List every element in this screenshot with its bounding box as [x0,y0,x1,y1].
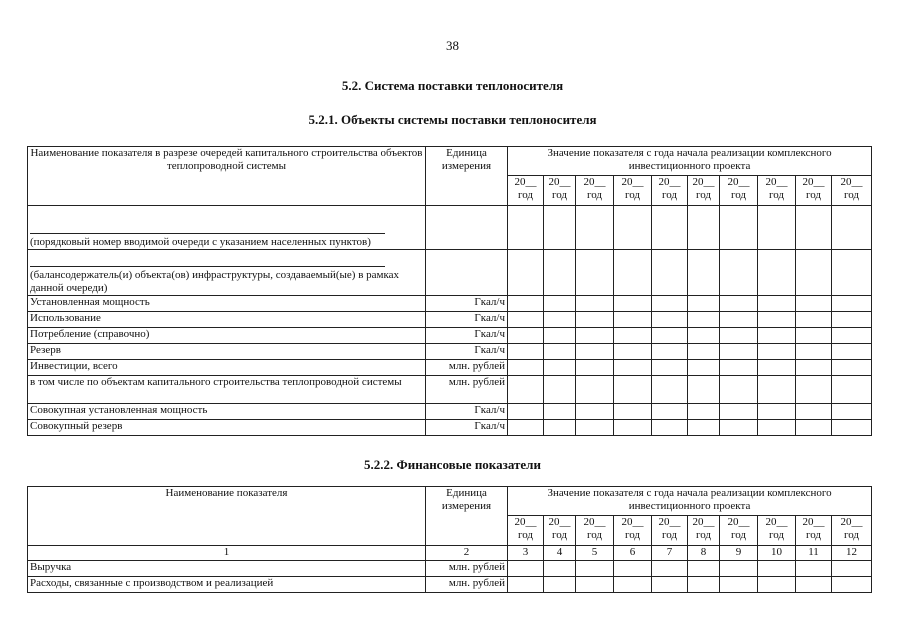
value-cell [544,344,576,360]
value-cell [614,420,652,436]
year-cell [508,516,544,546]
value-cell [688,250,720,296]
row-unit [426,206,508,250]
value-cell [720,206,758,250]
value-cell [652,206,688,250]
value-cell [652,404,688,420]
value-cell [544,312,576,328]
value-cell [614,376,652,404]
value-cell [758,420,796,436]
value-cell [720,250,758,296]
value-cell [576,561,614,577]
value-cell [758,360,796,376]
year-cell [796,176,832,206]
year-label: 20__ [765,516,788,528]
value-cell [614,312,652,328]
row-unit: Гкал/ч [426,420,508,436]
year-label: 20__ [727,516,750,528]
value-cell [758,344,796,360]
table-row [28,420,872,436]
year-label: 20__ [548,516,571,528]
year-cell [544,516,576,546]
value-cell [652,360,688,376]
year-cell [720,176,758,206]
value-cell [576,344,614,360]
value-cell [832,312,872,328]
value-cell [652,344,688,360]
year-suffix: год [768,529,785,541]
value-cell [720,577,758,593]
fill-in-line [30,233,385,234]
value-cell [614,250,652,296]
year-label: 20__ [727,176,750,188]
value-cell [796,376,832,404]
value-cell [544,360,576,376]
row-name: Выручка [28,561,426,577]
year-suffix: год [768,189,785,201]
value-cell [614,328,652,344]
page-number: 38 [446,38,459,53]
table-row [28,344,872,360]
table-row [28,404,872,420]
row-name-cell [28,376,426,404]
table-row [28,312,872,328]
year-label: 20__ [692,516,715,528]
row-unit: Гкал/ч [426,404,508,420]
value-cell [758,312,796,328]
value-cell [796,360,832,376]
value-cell [576,404,614,420]
year-suffix: год [551,189,568,201]
row-name-cell [28,312,426,328]
year-label: 20__ [548,176,571,188]
table-row [28,328,872,344]
value-cell [508,420,544,436]
year-label: 20__ [692,176,715,188]
value-cell [652,250,688,296]
value-cell [614,404,652,420]
header-value: Значение показателя с года начала реализации комплексного инвестиционного проекта [547,147,832,172]
column-number: 9 [720,546,758,561]
value-cell [688,206,720,250]
value-cell [720,561,758,577]
year-suffix: год [586,189,603,201]
value-cell [832,376,872,404]
column-number: 3 [508,546,544,561]
row-unit: млн. рублей [426,577,508,593]
header-unit-cell [426,147,508,206]
year-suffix: год [661,189,678,201]
value-cell [758,328,796,344]
value-cell [576,577,614,593]
table-row [28,376,872,404]
value-cell [688,404,720,420]
table-row [28,360,872,376]
value-cell [796,296,832,312]
year-cell [576,176,614,206]
value-cell [652,577,688,593]
row-unit: Гкал/ч [426,296,508,312]
year-cell [796,516,832,546]
value-cell [796,561,832,577]
section-title: 5.2. Система поставки теплоносителя [341,78,564,93]
header-name: Наименование показателя [165,487,288,499]
year-label: 20__ [658,516,681,528]
value-cell [544,561,576,577]
row-name: (порядковый номер вводимой очереди с указанием населенных пунктов) [30,236,371,248]
value-cell [576,376,614,404]
value-cell [758,561,796,577]
value-cell [508,344,544,360]
year-cell [688,176,720,206]
value-cell [508,296,544,312]
year-label: 20__ [840,516,863,528]
value-cell [652,376,688,404]
year-suffix: год [805,529,822,541]
value-cell [796,206,832,250]
year-suffix: год [624,529,641,541]
year-cell [688,516,720,546]
table-row [28,561,872,577]
row-unit: Гкал/ч [426,312,508,328]
value-cell [688,561,720,577]
value-cell [796,577,832,593]
row-name: Совокупный резерв [30,420,123,432]
value-cell [688,420,720,436]
row-name-cell [28,328,426,344]
value-cell [508,404,544,420]
year-cell [758,516,796,546]
row-unit: Гкал/ч [426,328,508,344]
year-cell [614,176,652,206]
value-cell [720,376,758,404]
value-cell [544,296,576,312]
value-cell [720,360,758,376]
value-cell [544,250,576,296]
row-unit [426,250,508,296]
value-cell [832,296,872,312]
value-cell [576,312,614,328]
value-cell [720,328,758,344]
row-name: Инвестиции, всего [30,360,118,372]
row-name: Совокупная установленная мощность [30,404,208,416]
value-cell [652,561,688,577]
value-cell [508,561,544,577]
value-cell [544,206,576,250]
row-unit: Гкал/ч [426,344,508,360]
value-cell [544,420,576,436]
row-name-cell [28,250,426,296]
value-cell [508,360,544,376]
year-suffix: год [551,529,568,541]
value-cell [576,360,614,376]
value-cell [832,344,872,360]
row-name: Расходы, связанные с производством и реализацией [28,577,426,593]
column-number: 7 [652,546,688,561]
column-number: 10 [758,546,796,561]
value-cell [576,250,614,296]
value-cell [614,296,652,312]
column-number: 2 [426,546,508,561]
value-cell [614,561,652,577]
table-row [28,577,872,593]
value-cell [576,206,614,250]
value-cell [720,420,758,436]
year-suffix: год [517,189,534,201]
year-suffix: год [586,529,603,541]
value-cell [614,577,652,593]
header-value-cell [508,147,872,176]
value-cell [576,420,614,436]
year-cell [652,176,688,206]
column-number: 8 [688,546,720,561]
value-cell [652,328,688,344]
row-name-cell [28,296,426,312]
value-cell [544,404,576,420]
value-cell [544,376,576,404]
year-label: 20__ [583,516,606,528]
value-cell [688,376,720,404]
value-cell [614,360,652,376]
year-label: 20__ [583,176,606,188]
year-suffix: год [844,189,860,201]
row-name-cell [28,420,426,436]
row-name: в том числе по объектам капитального строительства теплопроводной системы [30,376,402,388]
value-cell [796,344,832,360]
value-cell [720,344,758,360]
value-cell [758,404,796,420]
year-label: 20__ [658,176,681,188]
year-label: 20__ [765,176,788,188]
column-number: 5 [576,546,614,561]
year-cell [832,176,872,206]
value-cell [758,206,796,250]
year-suffix: год [805,189,822,201]
value-cell [796,312,832,328]
value-cell [544,328,576,344]
year-label: 20__ [621,176,644,188]
value-cell [688,344,720,360]
value-cell [720,312,758,328]
year-cell [544,176,576,206]
value-cell [758,296,796,312]
value-cell [688,577,720,593]
header-name-cell [28,147,426,206]
value-cell [688,296,720,312]
value-cell [832,328,872,344]
header-name-cell [28,487,426,546]
value-cell [576,328,614,344]
year-label: 20__ [514,176,537,188]
header-name: Наименование показателя в разрезе очередей капитального строительства объектов теплопроводной системы [30,147,423,172]
column-number: 12 [832,546,872,561]
row-name: Резерв [30,344,61,356]
value-cell [688,360,720,376]
value-cell [508,376,544,404]
value-cell [832,577,872,593]
year-label: 20__ [621,516,644,528]
header-unit: Единица измерения [441,147,492,172]
value-cell [832,420,872,436]
year-cell [576,516,614,546]
row-unit: млн. рублей [426,561,508,577]
column-number: 4 [544,546,576,561]
value-cell [688,328,720,344]
year-label: 20__ [802,516,825,528]
year-label: 20__ [840,176,863,188]
year-cell [720,516,758,546]
value-cell [652,296,688,312]
column-number-row [28,546,872,561]
value-cell [796,250,832,296]
table-row [28,250,872,296]
table-row [28,206,872,250]
value-cell [508,206,544,250]
value-cell [796,420,832,436]
objects-table [27,146,872,436]
year-label: 20__ [802,176,825,188]
year-label: 20__ [514,516,537,528]
column-number: 1 [28,546,426,561]
row-name: Использование [30,312,101,324]
row-unit: млн. рублей [426,376,508,404]
year-suffix: год [844,529,860,541]
year-cell [614,516,652,546]
value-cell [796,328,832,344]
financial-table [27,486,872,593]
year-suffix: год [695,529,712,541]
value-cell [832,404,872,420]
header-unit-cell [426,487,508,546]
subsection-title-financial: 5.2.2. Финансовые показатели [364,457,541,472]
year-suffix: год [695,189,712,201]
row-name: Установленная мощность [30,296,150,308]
value-cell [758,250,796,296]
value-cell [508,328,544,344]
value-cell [832,250,872,296]
header-value: Значение показателя с года начала реализации комплексного инвестиционного проекта [547,487,832,512]
value-cell [652,420,688,436]
value-cell [832,206,872,250]
year-suffix: год [517,529,534,541]
fill-in-line [30,266,385,267]
value-cell [576,296,614,312]
year-suffix: год [730,529,747,541]
value-cell [796,404,832,420]
value-cell [544,577,576,593]
row-name-cell [28,360,426,376]
value-cell [508,312,544,328]
year-suffix: год [624,189,641,201]
table-row [28,296,872,312]
value-cell [758,577,796,593]
value-cell [652,312,688,328]
subsection-title-objects: 5.2.1. Объекты системы поставки теплоносителя [308,112,597,127]
header-value-cell [508,487,872,516]
value-cell [832,360,872,376]
year-cell [832,516,872,546]
row-name-cell [28,404,426,420]
column-number: 11 [796,546,832,561]
value-cell [508,577,544,593]
year-suffix: год [730,189,747,201]
row-name-cell [28,344,426,360]
value-cell [614,206,652,250]
value-cell [720,404,758,420]
value-cell [758,376,796,404]
year-cell [758,176,796,206]
value-cell [720,296,758,312]
row-name: Потребление (справочно) [30,328,150,340]
row-unit: млн. рублей [426,360,508,376]
value-cell [688,312,720,328]
year-cell [652,516,688,546]
year-suffix: год [661,529,678,541]
row-name: (балансодержатель(и) объекта(ов) инфраструктуры, создаваемый(ые) в рамках данной очереди) [30,269,400,294]
year-cell [508,176,544,206]
row-name-cell [28,206,426,250]
header-unit: Единица измерения [441,487,492,512]
value-cell [832,561,872,577]
value-cell [614,344,652,360]
column-number: 6 [614,546,652,561]
value-cell [508,250,544,296]
